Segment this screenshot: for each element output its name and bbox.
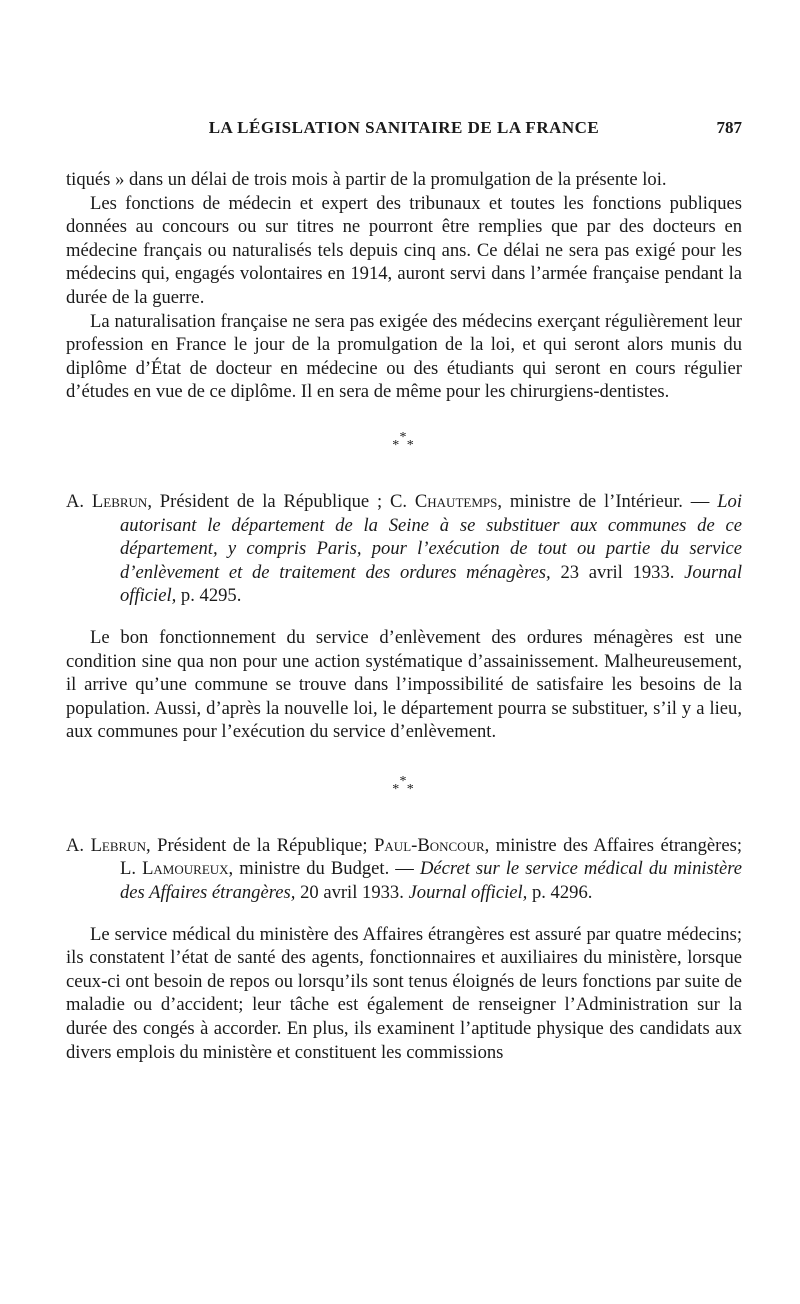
initial: A.: [66, 834, 91, 856]
paragraph-text: Le bon fonctionnement du service d’enlèvement des ordures ménagères est une condition sine qua non pour une action systématique d’assainissement. Malheureusement, il arrive qu’une commune se trouve dans l’impossibilité de satisfaire les besoins de la population. Aussi, d’après la nouvelle loi, le département pourra se substituer, s’il y a lieu, aux communes pour l’exécution du service d’enlèvement.: [66, 626, 742, 743]
signatory-name: Paul-Boncour: [374, 834, 485, 856]
paragraph-service-medical: Le service médical du ministère des Affaires étrangères est assuré par quatre médecins; ils constatent l’état de santé des agents, fonctionnaires et auxiliaires du ministère, lorsque ceux-ci ont besoin de repos ou lorsqu’ils sont tenus éloignés de leurs fonctions par suite de maladie ou d’accident; leur tâche est également de renseigner l’Administration sur la durée des congés à accorder. En plus, ils examinent l’aptitude physique des candidats aux divers emplois du ministère et constituent les commissions: [66, 923, 742, 1063]
running-title: LA LÉGISLATION SANITAIRE DE LA FRANCE: [208, 118, 600, 137]
journal-page: p. 4296.: [527, 882, 593, 904]
signatory-role: , ministre du Budget. —: [228, 858, 420, 880]
signatory-name: Lebrun: [90, 834, 146, 856]
signatory-role: , Président de la République;: [145, 834, 375, 856]
journal-name: Journal officiel,: [408, 882, 528, 904]
asterism-separator: * * *: [392, 773, 416, 797]
law-date: 23 avril 1933.: [550, 561, 685, 583]
signatory-name: Chautemps: [414, 490, 498, 512]
paragraph-fonctions: Les fonctions de médecin et expert des tribunaux et toutes les fonctions publiques données au concours ou sur titres ne pourront être remplies que par des docteurs en médecine français ou naturalisés tels depuis cinq ans. Ce délai ne sera pas exigé pour les médecins qui, engagés volontaires en 1914, auront servi dans l’armée française pendant la durée de la guerre.: [66, 192, 742, 308]
signatory-role: , ministre des Affaires étrangères; L.: [120, 834, 743, 880]
law-title: Loi autorisant le département de la Seine à se substituer aux communes de ce département, y compris Paris, pour l’exécution de tout ou partie du service d’enlèvement et de traitement des ordures ménagères,: [120, 490, 742, 583]
signatory-role: , ministre de l’Intérieur. —: [497, 490, 718, 512]
journal-name: Journal officiel,: [120, 561, 743, 607]
decree-citation-1: [66, 490, 742, 608]
page-body: [66, 168, 742, 1064]
journal-page: p. 4295.: [176, 585, 242, 607]
signatory-name: Lebrun: [91, 490, 148, 512]
page-number: 787: [716, 118, 742, 137]
signatory-name: Lamoureux: [142, 858, 229, 880]
signatory-role: , Président de la République ; C.: [147, 490, 415, 512]
initial: A.: [66, 490, 92, 512]
decree-date: 20 avril 1933.: [295, 882, 409, 904]
asterism-separator: * * *: [392, 429, 416, 453]
paragraph-continuation: tiqués » dans un délai de trois mois à partir de la promulgation de la présente loi.: [66, 169, 667, 190]
paragraph-ordures: [66, 626, 742, 744]
decree-citation-2: [66, 834, 742, 905]
page-header: [66, 118, 742, 148]
paragraph-naturalisation: La naturalisation française ne sera pas exigée des médecins exerçant régulièrement leur profession en France le jour de la promulgation de la loi, et qui seront alors munis du diplôme d’État de docteur en médecine ou des étudiants qui seront en cours régulier d’études en vue de ce diplôme. Il en sera de même pour les chirurgiens-dentistes.: [66, 310, 742, 403]
decree-title: Décret sur le service médical du ministère des Affaires étrangères,: [120, 858, 742, 904]
